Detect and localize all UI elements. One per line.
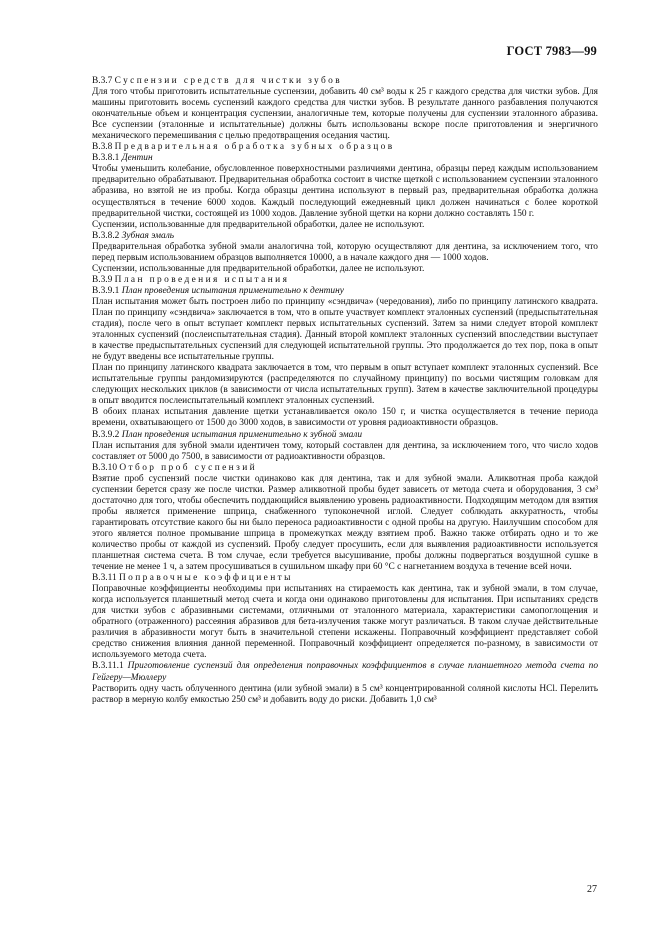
section-number: B.3.10 bbox=[92, 462, 120, 473]
subsection-number: B.3.8.1 bbox=[92, 153, 122, 164]
subsection-title: Зубная эмаль bbox=[121, 230, 175, 241]
subsection-title: План проведения испытания применительно к зубной эмали bbox=[121, 429, 363, 440]
section-title: План проведения испытания bbox=[114, 274, 290, 285]
section-number: B.3.8 bbox=[92, 142, 115, 153]
paragraph: План испытания для зубной эмали идентичен тому, который составлен для дентина, за исключением того, что число ходов составляет от 5000 до 7500, в зависимости от радиоактивности образцов. bbox=[92, 440, 598, 462]
subsection-title: План проведения испытания применительно к дентину bbox=[121, 285, 344, 296]
section-title: Предварительная обработка зубных образцов bbox=[114, 142, 395, 153]
paragraph: Чтобы уменьшить колебание, обусловленное поверхностными различиями дентина, образцы перед каждым использованием предварительно обрабатывают. Предварительная обработка состоит в чистке щеткой с использованием суспензии эталонного абразива, но взятой не из пробы. Когда образцы дентина используют в первый раз, предварительная обработка должна осуществляться в течение 6000 ходов. Каждый последующий ежедневный цикл должен начинаться с более короткой предварительной чистки, состоящей из 1000 ходов. Давление зубной щетки на корни должно составлять 150 г. bbox=[92, 164, 598, 219]
document-id: ГОСТ 7983—99 bbox=[506, 44, 597, 58]
paragraph: План испытания может быть построен либо по принципу «сэндвича» (чередования), либо по принципу латинского квадрата. План по принципу «сэндвича» заключается в том, что в опыте участвует комплект эталонных суспензий (предыспытательная стадия), после чего в опыт вступает комплект первых испытательных суспензий. Затем за ними следует второй комплект эталонных суспензий (послеиспытательная стадия). Данный второй комплект эталонных суспензий впоследствии выступает в качестве предыспытательных суспензий для следующей испытательной группы. Это продолжается до тех пор, пока в опыт не будут введены все испытательные группы. bbox=[92, 296, 598, 363]
subsection-heading-b381 bbox=[92, 153, 598, 164]
section-number: B.3.7 bbox=[92, 76, 115, 86]
subsection-heading-b382 bbox=[92, 231, 598, 242]
subsection-heading-b392 bbox=[92, 430, 598, 441]
subsection-number: B.3.9.2 bbox=[92, 429, 122, 440]
subsection-number: B.3.11.1 bbox=[92, 661, 128, 672]
section-heading-b38 bbox=[92, 142, 598, 153]
paragraph: В обоих планах испытания давление щетки устанавливается около 150 г, и чистка осуществляется в течение периода времени, охватывающего от 1500 до 3000 ходов, в зависимости от уровня радиоактивности образцов. bbox=[92, 407, 598, 429]
paragraph: Для того чтобы приготовить испытательные суспензии, добавить 40 см³ воды к 25 г каждого средства для чистки зубов. Для машины приготовить восемь суспензий каждого средства для чистки зубов. В результате данного разбавления получаются окончательные объем и концентрация суспензии, аналогичные тем, которые получены для суспензии эталонного абразива. Все суспензии (эталонные и испытательные) должны быть использованы вскоре после приготовления и энергичного механического перемешивания с целью предотвращения оседания частиц. bbox=[92, 87, 598, 142]
subsection-number: B.3.8.2 bbox=[92, 230, 122, 241]
section-heading-b37 bbox=[92, 76, 598, 87]
paragraph: Суспензии, использованные для предварительной обработки, далее не используют. bbox=[92, 219, 425, 230]
paragraph: План по принципу латинского квадрата заключается в том, что первым в опыт вступает комплект эталонных суспензий. Все испытательные группы рандомизируются (распределяются по случайному принципу) по восьми чистящим головкам для следующих нескольких циклов (в зависимости от числа испытательных групп). Затем в качестве заключительной процедуры в опыт вводится послеиспытательный комплект эталонных суспензий. bbox=[92, 363, 598, 407]
page-number: 27 bbox=[587, 884, 597, 895]
paragraph: Растворить одну часть облученного дентина (или зубной эмали) в 5 см³ концентрированной соляной кислоты HCl. Перелить раствор в мерную колбу емкостью 250 см³ и добавить воду до риски. Добавить 1,0 см³ bbox=[92, 683, 598, 705]
section-title: Поправочные коэффициенты bbox=[119, 573, 293, 584]
section-number: B.3.9 bbox=[92, 274, 115, 285]
section-title: Отбор проб суспензий bbox=[119, 462, 258, 473]
paragraph: Взятие проб суспензий после чистки одинаково как для дентина, так и для зубной эмали. Аликвотная проба каждой суспензии берется сразу же после чистки. Размер аликвотной пробы будет зависеть от метода счета и оборудования, 3 см³ достаточно для того, чтобы обеспечить поддающийся выявлению уровень радиоактивности. Подходящим методом для взятия пробы является применение шприца, снабженного тупоконечной иглой. Следует соблюдать аккуратность, чтобы гарантировать отсутствие какого бы ни было переноса радиоактивности с одной пробы на другую. Наилучшим способом для этого является полное промывание шприца в промежутках между взятием проб. Важно также отбирать одно и то же количество пробы от каждой из суспензий. Пробу следует просушить, если для выявления радиоактивности используется планшетная система счета. В том случае, если требуется высушивание, пробы должны подвергаться воздушной сушке в течение не менее 1 ч, а затем просушиваться в сушильном шкафу при 60 °С с нагнетанием воздуха в течение всей ночи. bbox=[92, 473, 598, 573]
section-number: B.3.11 bbox=[92, 573, 119, 584]
section-heading-b311 bbox=[92, 573, 598, 584]
subsection-heading-b391 bbox=[92, 286, 598, 297]
paragraph: Предварительная обработка зубной эмали аналогична той, которую осуществляют для дентина, за исключением того, что перед первым использованием образцов выполняется 10000, а в начале каждого дня — 1000 ходов. bbox=[92, 241, 598, 263]
section-heading-b310 bbox=[92, 463, 598, 474]
paragraph: Суспензии, использованные для предварительной обработки, далее не используют. bbox=[92, 263, 425, 274]
document-body bbox=[92, 76, 598, 706]
paragraph: Поправочные коэффициенты необходимы при испытаниях на стираемость как дентина, так и зубной эмали, в том случае, когда используется планшетный метод счета и когда они одинаково приготовлены для испытания. При испытаниях средств для чистки зубов с абразивными системами, отличными от эталонного материала, характеристики самопоглощения и обратного (отраженного) рассеяния абразивов для бета-излучения также могут различаться. В таком случае действительные различия в абразивности могут быть в значительной степени искажены. Поправочный коэффициент представляет собой средство снижения влияния данной переменной. Поправочный коэффициент определяется по-разному, в зависимости от используемого метода счета. bbox=[92, 584, 598, 661]
subsection-heading-b3111 bbox=[92, 661, 598, 683]
section-title: Суспензии средств для чистки зубов bbox=[114, 76, 343, 86]
subsection-title: Приготовление суспензий для определения поправочных коэффициентов в случае планшетного метода счета по Гейгеру—Мюллеру bbox=[92, 661, 599, 683]
subsection-title: Дентин bbox=[121, 153, 153, 164]
section-heading-b39 bbox=[92, 275, 598, 286]
subsection-number: B.3.9.1 bbox=[92, 285, 122, 296]
